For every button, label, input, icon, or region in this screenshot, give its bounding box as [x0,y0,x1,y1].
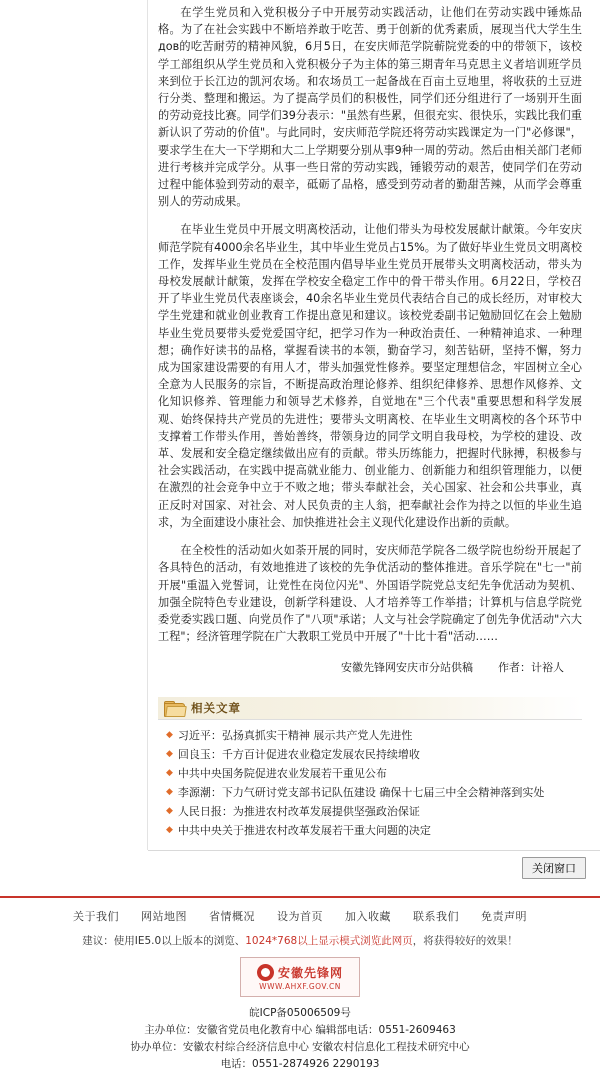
footer-coorganizer-line: 协办单位：安徽农村综合经济信息中心 安徽农村信息化工程技术研究中心 [130,1041,470,1054]
folder-icon [164,701,184,716]
footer-phone-line: 电话：0551-2874926 2290193 [220,1058,380,1071]
footer-link-contact[interactable]: 联系我们 [413,910,459,924]
list-item[interactable] [166,783,582,802]
related-articles-header [158,697,582,720]
bullet-icon: ◆ [166,825,173,836]
footer-info-lines [0,1005,600,1087]
logo-mark-icon [257,964,274,981]
footer-link-add-favorites[interactable]: 加入收藏 [345,910,391,924]
bullet-icon: ◆ [166,749,173,760]
related-article-link[interactable]: 习近平：弘扬真抓实干精神 展示共产党人先进性 [177,729,413,743]
related-article-link[interactable]: 回良玉：千方百计促进农业稳定发展农民持续增收 [177,748,420,762]
footer-link-sitemap[interactable]: 网站地图 [141,910,187,924]
site-logo[interactable] [240,957,360,997]
list-item[interactable] [166,726,582,745]
footer-host-line: 主办单位：安徽省党员电化教育中心 编辑部电话：0551-2609463 [144,1024,456,1037]
related-articles-box [158,697,582,850]
list-item[interactable] [166,745,582,764]
byline-author: 作者：计裕人 [498,661,564,675]
byline-source: 安徽先锋网安庆市分站供稿 [341,661,473,675]
logo-text: 安徽先锋网 [277,965,343,980]
logo-url: WWW.AHXF.GOV.CN [259,981,341,991]
suggestion-highlight: 1024*768以上显示模式浏览此网页 [245,935,413,948]
browser-suggestion [0,933,600,948]
list-item[interactable] [166,821,582,840]
close-window-bar [148,850,600,886]
related-articles-list [158,726,582,840]
suggestion-suffix: ，将获得较好的效果！ [412,935,518,948]
footer-link-set-homepage[interactable]: 设为首页 [277,910,323,924]
close-window-button[interactable]: 关闭窗口 [522,857,586,879]
bullet-icon: ◆ [166,787,173,798]
related-article-link[interactable]: 中共中央国务院促进农业发展若干重见公布 [177,767,387,781]
footer-nav [0,908,600,924]
site-footer [0,896,600,1087]
suggestion-prefix: 建议：使用IE5.0以上版本的浏览、 [82,935,246,948]
related-article-link[interactable]: 中共中央关于推进农村改革发展若干重大问题的决定 [177,824,431,838]
related-articles-title: 相关文章 [191,701,241,716]
footer-link-about[interactable]: 关于我们 [73,910,119,924]
related-article-link[interactable]: 李源潮：下力气研讨党支部书记队伍建设 确保十七届三中全会精神落到实处 [177,786,545,800]
footer-link-disclaimer[interactable]: 免责声明 [481,910,527,924]
bullet-icon: ◆ [166,768,173,779]
footer-icp: 皖ICP备05006509号 [249,1007,351,1020]
footer-link-province-overview[interactable]: 省情概况 [209,910,255,924]
list-item[interactable] [166,764,582,783]
article-paragraph-1: 在学生党员和入党积极分子中开展劳动实践活动，让他们在劳动实践中锤炼品格。为了在社会实践中不断培养敢于吃苦、勇于创新的优秀素质，展现当代大学生生дов的吃苦耐劳的精神风貌，6月5日，在安庆师范学院蕲院党委的中的带领下，该校学工部组织从学生党员和入党积极分子为主体的第三期青年马克思主义者培训班学员来到位于长江边的凯河农场。和农场员工一起备战在百亩土豆地里，将收获的土豆进行分类、整理和搬运。为了提高学员们的积极性，同学们还分组进行了一场别开生面的劳动竞技比赛。同学们39分表示："虽然有些累，但很充实、很快乐，实践比我们重新认识了劳动的价值"。与此同时，安庆师范学院还将劳动实践课定为一门"必修课"，要求学生在大一下学期和大二上学期要分别从事9种一周的劳动。然后由相关部门老师进行考核并完成学分。从事一些日常的劳动实践，锤锻劳动的艰苦，使同学们在劳动过程中能体验到劳动的艰辛，砥砺了品格，感受到劳动者的勤甜苦辣，从而学会尊重别人的劳动成果。 [158,6,582,209]
left-sidebar-column [0,0,148,850]
list-item[interactable] [166,802,582,821]
bullet-icon: ◆ [166,730,173,741]
logo-row [257,964,343,981]
article-body [158,0,582,645]
article-column [148,0,600,850]
bullet-icon: ◆ [166,806,173,817]
article-paragraph-2: 在毕业生党员中开展文明离校活动，让他们带头为母校发展献计献策。今年安庆师范学院有4000余名毕业生，其中毕业生党员占15%。为了做好毕业生党员文明离校工作，发挥毕业生党员在全校范围内倡导毕业生党员开展带头文明离校活动，带头为母校发展献计献策，发挥在学校安全稳定工作中的骨干带头作用。6月22日，学校召开了毕业生党员代表座谈会，40余名毕业生党员代表结合自己的成长经历，对审校大学生党建和就业创业教育工作提出意见和建议。该校党委副书记勉励回忆在会上勉励毕业生党员要带头爱党爱国守纪，把学习作为一种政治责任、一种精神追求、一种理想；确作好读书的品格，掌握看读书的本领，勤奋学习，刻苦钻研，坚持不懈，努力成为国家建设需要的有用人才，带头加强党性修养。要坚定理想信念，牢固树立全心全意为人民服务的宗旨，不断提高政治理论修养、组织纪律修养、思想作风修养、文化知识修养、管理能力和领导艺术修养，自觉地在"三个代表"重要思想和科学发展观、始终保持共产党员的先进性；要带头文明离校、在毕业生文明离校的各个环节中支撑着工作带头作用，善始善终，带领身边的同学文明自我母校，为学校的建设、改革、发展和安全稳定继续做出应有的贡献。带头历练能力，把握时代脉搏，积极参与社会实践活动，在实践中提高就业能力、创业能力、创新能力和组织管理能力，以便在激烈的社会竞争中立于不败之地；带头奉献社会，关心国家、社会和公共事业，真正反时对国家、对社会、对人民负责的主人翁，把奉献社会作为持之以恒的毕业生追求，为全面建设小康社会、加快推进社会主义现代化建设作出新的贡献。 [158,223,582,529]
related-article-link[interactable]: 人民日报：为推进农村改革发展提供坚强政治保证 [177,805,420,819]
article-byline [158,659,582,675]
article-paragraph-3: 在全校性的活动如火如荼开展的同时，安庆师范学院各二级学院也纷纷开展起了各具特色的活动，有效地推进了该校的先争优活动的整体推进。音乐学院在"七一"前开展"重温入党誓词，让党性在岗位闪光"、外国语学院党总支纪先争优活动为契机、加强全院特色专业建设，创新学科建设、人才培养等工作举措；计算机与信息学院党委党委实践口题、向党员作了"八项"承诺；人文与社会学院确定了创先争优活动"六大工程"；经济管理学院在广大教职工党员中开展了"十比十看"活动…… [158,544,582,644]
